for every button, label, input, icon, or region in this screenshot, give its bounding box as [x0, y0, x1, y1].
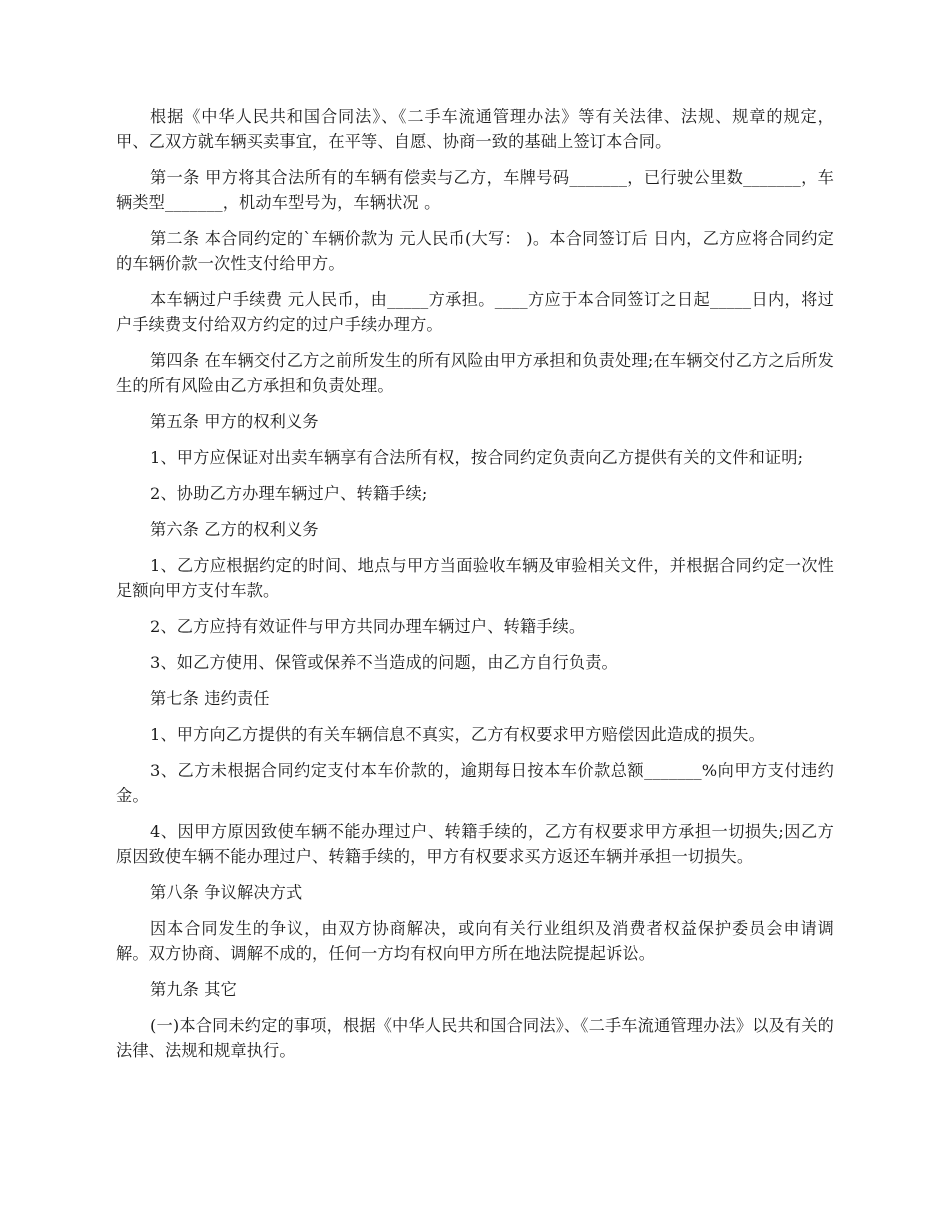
article-7-item-1: 1、甲方向乙方提供的有关车辆信息不真实，乙方有权要求甲方赔偿因此造成的损失。 [150, 725, 765, 744]
article-7-heading: 第七条 违约责任 [150, 689, 270, 708]
article-6-item-3: 3、如乙方使用、保管或保养不当造成的问题，由乙方自行负责。 [150, 653, 618, 672]
transfer-fee-paragraph: 本车辆过户手续费 元人民币，由_____方承担。____方应于本合同签订之日起_____日内，将过户手续费支付给双方约定的过户手续办理方。 [116, 290, 834, 334]
article-6-heading: 第六条 乙方的权利义务 [150, 520, 319, 539]
article-1-paragraph: 第一条 甲方将其合法所有的车辆有偿卖与乙方，车牌号码_______，已行驶公里数_______，车辆类型_______，机动车型号为，车辆状况 。 [116, 168, 834, 212]
article-6-item-1: 1、乙方应根据约定的时间、地点与甲方当面验收车辆及审验相关文件，并根据合同约定一次性足额向甲方支付车款。 [116, 556, 834, 600]
preamble-paragraph: 根据《中华人民共和国合同法》、《二手车流通管理办法》等有关法律、法规、规章的规定，甲、乙双方就车辆买卖事宜，在平等、自愿、协商一致的基础上签订本合同。 [116, 107, 834, 151]
article-5-item-1: 1、甲方应保证对出卖车辆享有合法所有权，按合同约定负责向乙方提供有关的文件和证明; [150, 448, 804, 467]
article-7-item-3: 3、乙方未根据合同约定支付本车价款的，逾期每日按本车价款总额_______%向甲方支付违约金。 [116, 761, 834, 805]
article-9-heading: 第九条 其它 [150, 980, 237, 999]
article-6-item-2: 2、乙方应持有效证件与甲方共同办理车辆过户、转籍手续。 [150, 617, 586, 636]
article-8-heading: 第八条 争议解决方式 [150, 883, 303, 902]
article-9-item-1: (一)本合同未约定的事项，根据《中华人民共和国合同法》、《二手车流通管理办法》以及有关的法律、法规和规章执行。 [116, 1016, 834, 1060]
article-4-paragraph: 第四条 在车辆交付乙方之前所发生的所有风险由甲方承担和负责处理;在车辆交付乙方之后所发生的所有风险由乙方承担和负责处理。 [116, 351, 834, 395]
article-5-heading: 第五条 甲方的权利义务 [150, 412, 319, 431]
article-7-item-4: 4、因甲方原因致使车辆不能办理过户、转籍手续的，乙方有权要求甲方承担一切损失;因乙方原因致使车辆不能办理过户、转籍手续的，甲方有权要求买方返还车辆并承担一切损失。 [116, 822, 834, 866]
article-2-paragraph: 第二条 本合同约定的`车辆价款为 元人民币(大写： )。本合同签订后 日内，乙方应将合同约定的车辆价款一次性支付给甲方。 [116, 229, 834, 273]
article-5-item-2: 2、协助乙方办理车辆过户、转籍手续; [150, 484, 428, 503]
article-8-body: 因本合同发生的争议，由双方协商解决，或向有关行业组织及消费者权益保护委员会申请调解。双方协商、调解不成的，任何一方均有权向甲方所在地法院提起诉讼。 [116, 919, 834, 963]
